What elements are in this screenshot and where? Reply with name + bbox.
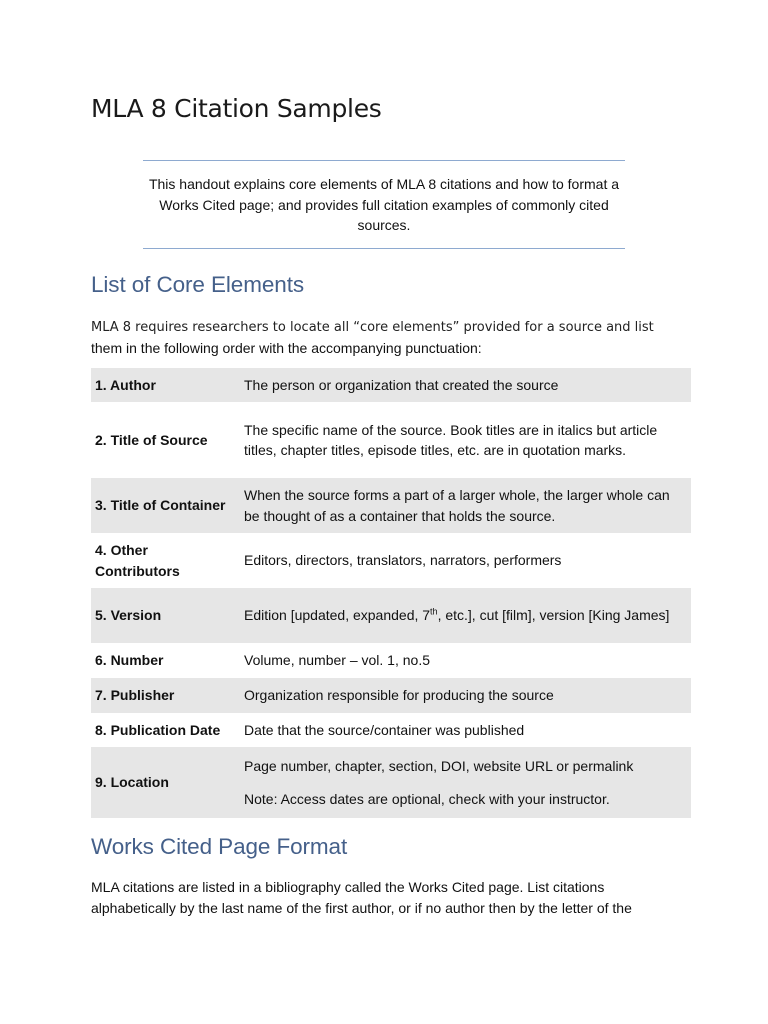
table-row	[91, 747, 691, 818]
table-row	[91, 368, 691, 402]
element-description: The specific name of the source. Book titles are in italics but article titles, chapter titles, episode titles, etc. are in quotation marks.	[244, 421, 658, 458]
element-description: When the source forms a part of a larger whole, the larger whole can be thought of as a container that holds the source.	[244, 487, 670, 524]
core-elements-table	[91, 368, 691, 818]
version-text-after: , etc.], cut [film], version [King James]	[437, 607, 670, 624]
element-name: 6. Number	[95, 652, 164, 669]
element-name: 4. Other Contributors	[95, 542, 180, 579]
core-elements-intro	[91, 316, 691, 359]
table-row	[91, 643, 691, 678]
element-name: 1. Author	[95, 376, 156, 393]
core-elements-heading: List of Core Elements	[91, 272, 304, 297]
version-superscript: th	[430, 606, 438, 617]
element-description	[244, 756, 691, 810]
abstract-box	[143, 160, 625, 249]
element-name: 8. Publication Date	[95, 721, 221, 738]
table-row	[91, 402, 691, 478]
location-note: Note: Access dates are optional, check with your instructor.	[244, 791, 610, 807]
element-name: 3. Title of Container	[95, 497, 226, 514]
element-description: Date that the source/container was published	[244, 721, 525, 738]
works-cited-heading: Works Cited Page Format	[91, 834, 348, 859]
table-row	[91, 533, 691, 588]
works-cited-text: MLA citations are listed in a bibliography called the Works Cited page. List citations alphabetically by the last name of the first author, or if no author then by the letter of the	[91, 879, 632, 916]
page-title: MLA 8 Citation Samples	[91, 94, 382, 123]
element-description: Volume, number – vol. 1, no.5	[244, 652, 430, 669]
element-name: 9. Location	[95, 774, 169, 791]
element-name: 7. Publisher	[95, 687, 175, 704]
table-row	[91, 588, 691, 643]
element-description: Organization responsible for producing the source	[244, 687, 554, 704]
element-description: Editors, directors, translators, narrators, performers	[244, 552, 562, 569]
element-description	[244, 605, 691, 626]
element-name: 5. Version	[95, 607, 162, 624]
location-text: Page number, chapter, section, DOI, website URL or permalink	[244, 757, 634, 774]
element-name: 2. Title of Source	[95, 431, 208, 448]
element-description: The person or organization that created the source	[244, 376, 559, 393]
version-text-before: Edition [updated, expanded, 7	[244, 607, 431, 624]
table-row	[91, 678, 691, 713]
table-row	[91, 478, 691, 533]
table-row	[91, 713, 691, 747]
intro-rest-text: them in the following order with the accompanying punctuation:	[91, 340, 482, 356]
intro-lead-text: MLA 8 requires researchers to locate all “core elements” provided for a source and list	[91, 320, 654, 335]
abstract-text: This handout explains core elements of MLA 8 citations and how to format a Works Cited page; and provides full citation examples of commonly cited sources.	[148, 176, 620, 233]
